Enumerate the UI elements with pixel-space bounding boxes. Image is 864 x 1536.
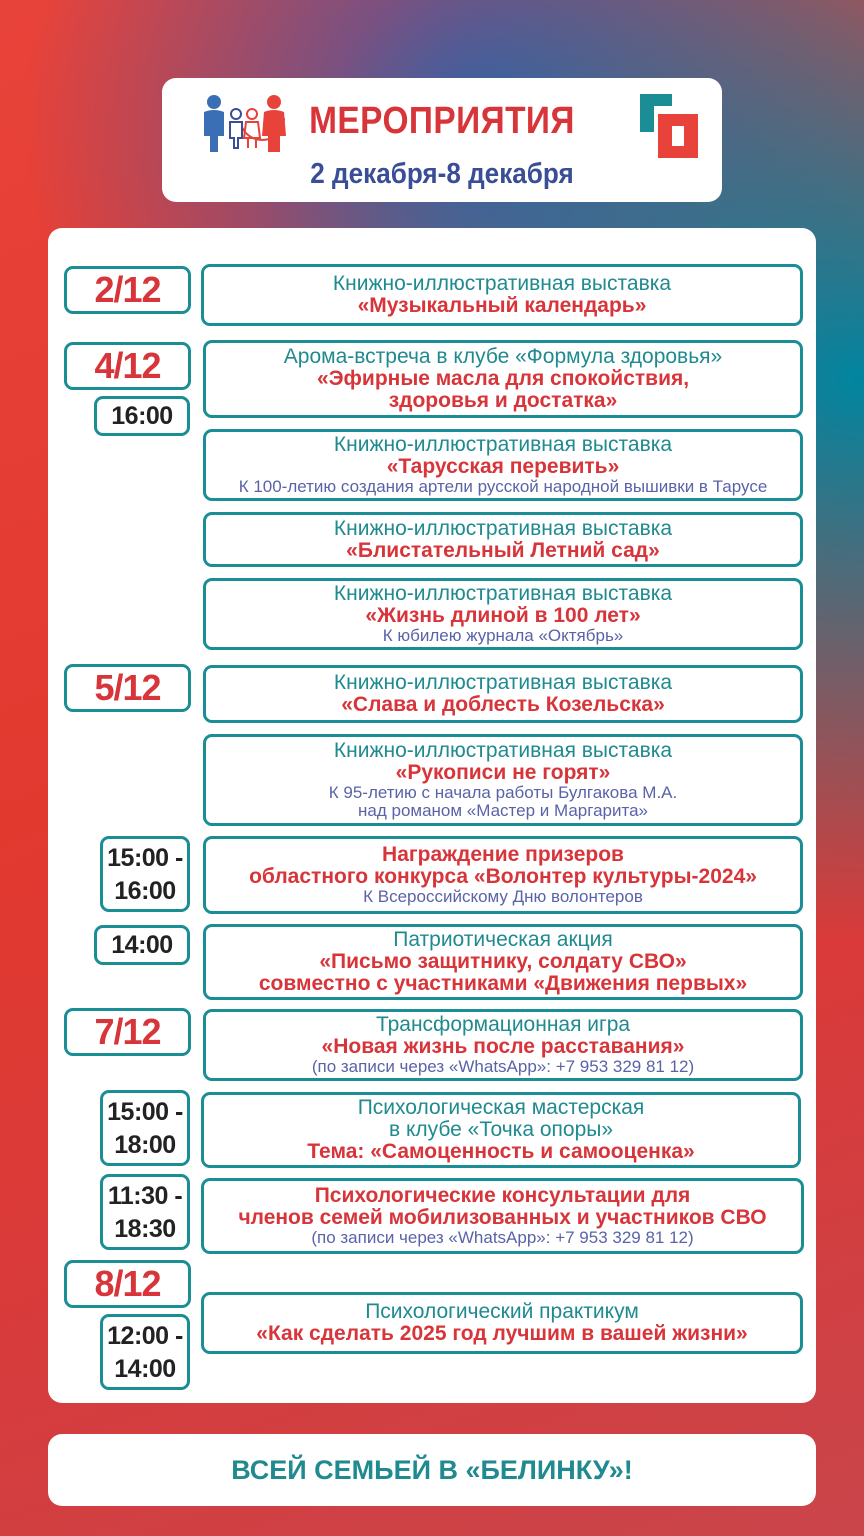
time-label: 12:00 - 14:00 <box>100 1314 190 1390</box>
event-card <box>203 1009 803 1081</box>
event-title-text: «Новая жизнь после расставания» <box>321 1035 685 1058</box>
date-label: 8/12 <box>64 1260 191 1308</box>
event-type-text: Книжно-иллюстративная выставка <box>333 739 673 762</box>
event-card <box>203 734 803 826</box>
event-title-text: здоровья и достатка» <box>388 389 618 412</box>
date-label: 2/12 <box>64 266 191 314</box>
event-note-text: К 95-летию с начала работы Булгакова М.А. <box>328 783 678 802</box>
event-card <box>203 578 803 650</box>
event-title-text: «Блистательный Летний сад» <box>346 538 660 562</box>
date-label: 5/12 <box>64 664 191 712</box>
event-type-text: Трансформационная игра <box>375 1013 631 1036</box>
event-title-text: «Тарусская перевить» <box>386 455 620 478</box>
event-note-text: К Всероссийскому Дню волонтеров <box>363 887 643 906</box>
event-title-text: Психологические консультации для <box>314 1184 691 1207</box>
event-title-text: «Как сделать 2025 год лучшим в вашей жизни» <box>256 1322 748 1345</box>
event-card <box>203 665 803 723</box>
event-note-text: (по записи через «WhatsApp»: +7 953 329 81 12) <box>311 1057 695 1076</box>
event-title-text: «Жизнь длиной в 100 лет» <box>365 604 641 627</box>
event-title-text: совместно с участниками «Движения первых» <box>258 972 748 995</box>
event-note-text: К юбилею журнала «Октябрь» <box>382 626 624 645</box>
event-title-text: «Музыкальный календарь» <box>357 294 647 317</box>
event-card <box>203 836 803 914</box>
event-card <box>201 264 803 326</box>
event-title-text: Тема: «Самоценность и самооценка» <box>307 1140 695 1163</box>
event-card <box>203 340 803 418</box>
event-note-text: (по записи через «WhatsApp»: +7 953 329 81 12) <box>311 1228 694 1247</box>
event-type-text: в клубе «Точка опоры» <box>388 1118 614 1141</box>
event-type-text: Книжно-иллюстративная выставка <box>333 582 673 605</box>
event-card <box>203 924 803 1000</box>
event-type-text: Арома-встреча в клубе «Формула здоровья» <box>283 345 723 368</box>
time-label: 14:00 <box>94 925 190 965</box>
event-title-text: «Слава и доблесть Козельска» <box>341 693 665 716</box>
event-type-text: Книжно-иллюстративная выставка <box>333 671 673 694</box>
event-type-text: Книжно-иллюстративная выставка <box>332 272 672 295</box>
event-title-text: «Письмо защитнику, солдату СВО» <box>319 950 687 973</box>
time-label: 16:00 <box>94 396 190 436</box>
event-card <box>203 429 803 501</box>
schedule-panel <box>48 228 816 1403</box>
time-label: 11:30 - 18:30 <box>100 1174 190 1250</box>
event-note-text: над романом «Мастер и Маргарита» <box>358 801 648 820</box>
event-title-text: «Эфирные масла для спокойствия, <box>316 367 690 390</box>
event-card <box>201 1178 804 1254</box>
event-type-text: Психологическая мастерская <box>357 1096 645 1119</box>
event-title-text: «Рукописи не горят» <box>395 761 611 784</box>
event-card <box>203 512 803 567</box>
event-card <box>201 1092 801 1168</box>
time-label: 15:00 - 16:00 <box>100 836 190 912</box>
date-label: 4/12 <box>64 342 191 390</box>
footer-slogan: ВСЕЙ СЕМЬЕЙ В «БЕЛИНКУ»! <box>48 1434 816 1506</box>
event-title-text: членов семей мобилизованных и участников СВО <box>238 1206 767 1229</box>
event-type-text: Книжно-иллюстративная выставка <box>333 516 673 540</box>
event-card <box>201 1292 803 1354</box>
time-label: 15:00 - 18:00 <box>100 1090 190 1166</box>
library-logo-icon <box>640 92 698 160</box>
event-note-text: К 100-летию создания артели русской народной вышивки в Тарусе <box>238 477 768 496</box>
event-title-text: областного конкурса «Волонтер культуры-2024» <box>249 865 757 888</box>
header-card <box>162 78 722 202</box>
event-type-text: Патриотическая акция <box>393 928 613 951</box>
header-title: МЕРОПРИЯТИЯ <box>309 100 575 142</box>
header-dates: 2 декабря-8 декабря <box>310 158 574 190</box>
date-label: 7/12 <box>64 1008 191 1056</box>
event-type-text: Книжно-иллюстративная выставка <box>333 433 673 456</box>
event-type-text: Психологический практикум <box>365 1300 639 1323</box>
event-title-text: Награждение призеров <box>382 843 624 866</box>
